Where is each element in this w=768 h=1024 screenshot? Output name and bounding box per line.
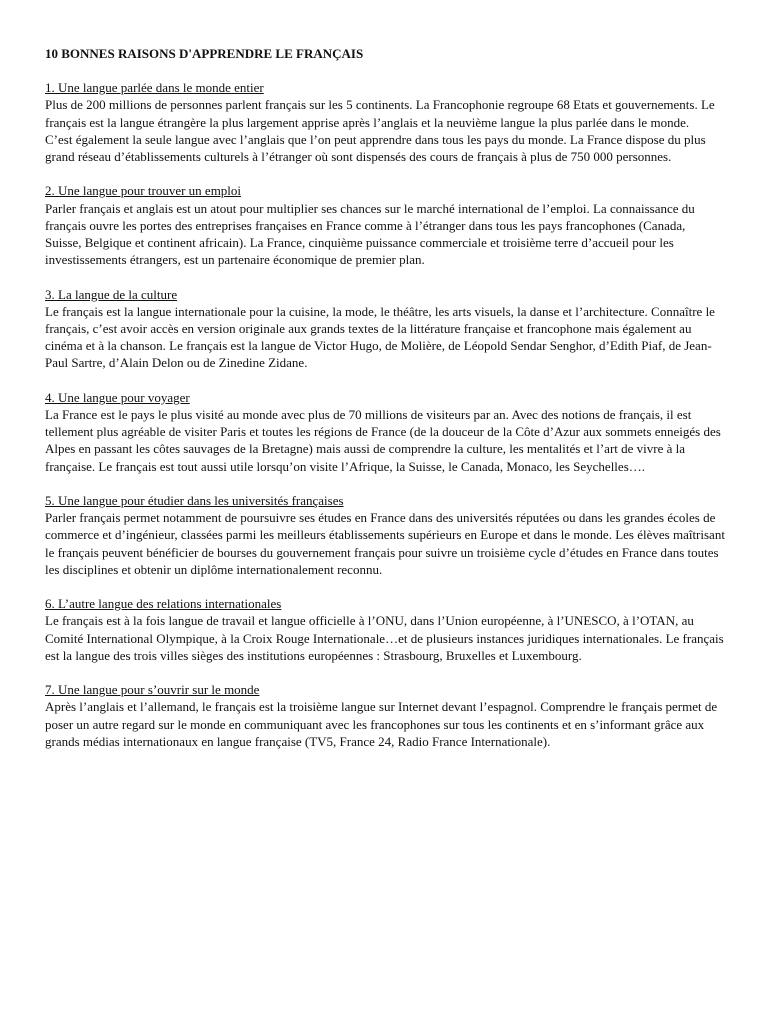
section-4 [45, 389, 725, 475]
document-page [45, 45, 725, 767]
section-paragraph: C’est également la seule langue avec l’anglais que l’on peut apprendre dans tous les pays du monde. La France dispose du plus grand réseau d’établissements culturels à l’étranger où sont dispensés des cours de français à plus de 750 000 personnes. [45, 131, 706, 165]
section-paragraph: Parler français et anglais est un atout pour multiplier ses chances sur le marché international de l’emploi. La connaissance du français ouvre les portes des entreprises françaises en France comme à l’étranger dans tous les pays francophones (Canada, Suisse, Belgique et continent africain). La France, cinquième puissance commerciale et troisième terre d’accueil pour les investissements étrangers, est un partenaire économique de premier plan. [45, 200, 695, 268]
section-heading: 6. L’autre langue des relations internationales [45, 596, 282, 612]
section-heading: 4. Une langue pour voyager [45, 389, 190, 405]
section-heading: 1. Une langue parlée dans le monde entier [45, 80, 264, 96]
section-paragraph: Après l’anglais et l’allemand, le français est la troisième langue sur Internet devant l’espagnol. Comprendre le français permet de poser un autre regard sur le monde en communiquant avec les francophones sur tous les continents et en s’informant grâce aux grands médias internationaux en langue française (TV5, France 24, Radio France Internationale). [45, 699, 718, 749]
section-5 [45, 492, 725, 578]
section-2 [45, 182, 725, 268]
section-6 [45, 595, 725, 664]
section-paragraph: Parler français permet notamment de poursuivre ses études en France dans des universités réputées ou dans les grandes écoles de commerce et d’ingénieur, classées parmi les meilleurs établissements supérieurs en Europe et dans le monde. Les élèves maîtrisant le français peuvent bénéficier de bourses du gouvernement français pour suivre un troisième cycle d’études en France dans toutes les disciplines et obtenir un diplôme internationalement reconnu. [45, 510, 725, 577]
section-heading: 5. Une langue pour étudier dans les universités françaises [45, 493, 344, 509]
section-3 [45, 286, 725, 372]
document-title: 10 BONNES RAISONS D'APPRENDRE LE FRANÇAIS [45, 46, 364, 61]
section-heading: 2. Une langue pour trouver un emploi [45, 183, 242, 199]
section-paragraph: La France est le pays le plus visité au monde avec plus de 70 millions de visiteurs par an. Avec des notions de français, il est tellement plus agréable de visiter Paris et toutes les régions de France (de la douceur de la Côte d’Azur aux sommets enneigés des Alpes en passant les côtes sauvages de la Bretagne) mais aussi de comprendre la culture, les mentalités et l’art de vivre à la française. Le français est tout aussi utile lorsqu’on visite l’Afrique, la Suisse, le Canada, Monaco, les Seychelles…. [45, 407, 721, 474]
section-paragraph: Plus de 200 millions de personnes parlent français sur les 5 continents. La Francophonie regroupe 68 Etats et gouvernements. Le français est la langue étrangère la plus largement apprise après l’anglais et la neuvième langue la plus parlée dans le monde. [45, 97, 715, 130]
section-paragraph: Le français est la langue internationale pour la cuisine, la mode, le théâtre, les arts visuels, la danse et l’architecture. Connaître le français, c’est avoir accès en version originale aux grands textes de la littérature française et francophone mais également au cinéma et à la chanson. Le français est la langue de Victor Hugo, de Molière, de Léopold Sendar Senghor, d’Edith Piaf, de Jean-Paul Sartre, d’Alain Delon ou de Zinedine Zidane. [45, 303, 715, 371]
section-7 [45, 681, 725, 750]
section-1 [45, 79, 725, 165]
section-heading: 7. Une langue pour s’ouvrir sur le monde [45, 682, 260, 698]
section-heading: 3. La langue de la culture [45, 286, 178, 302]
section-paragraph: Le français est à la fois langue de travail et langue officielle à l’ONU, dans l’Union européenne, à l’UNESCO, à l’OTAN, au Comité International Olympique, à la Croix Rouge Internationale…et de plusieurs instances juridiques internationales. Le français est la langue des trois villes sièges des institutions européennes : Strasbourg, Bruxelles et Luxembourg. [45, 613, 724, 663]
